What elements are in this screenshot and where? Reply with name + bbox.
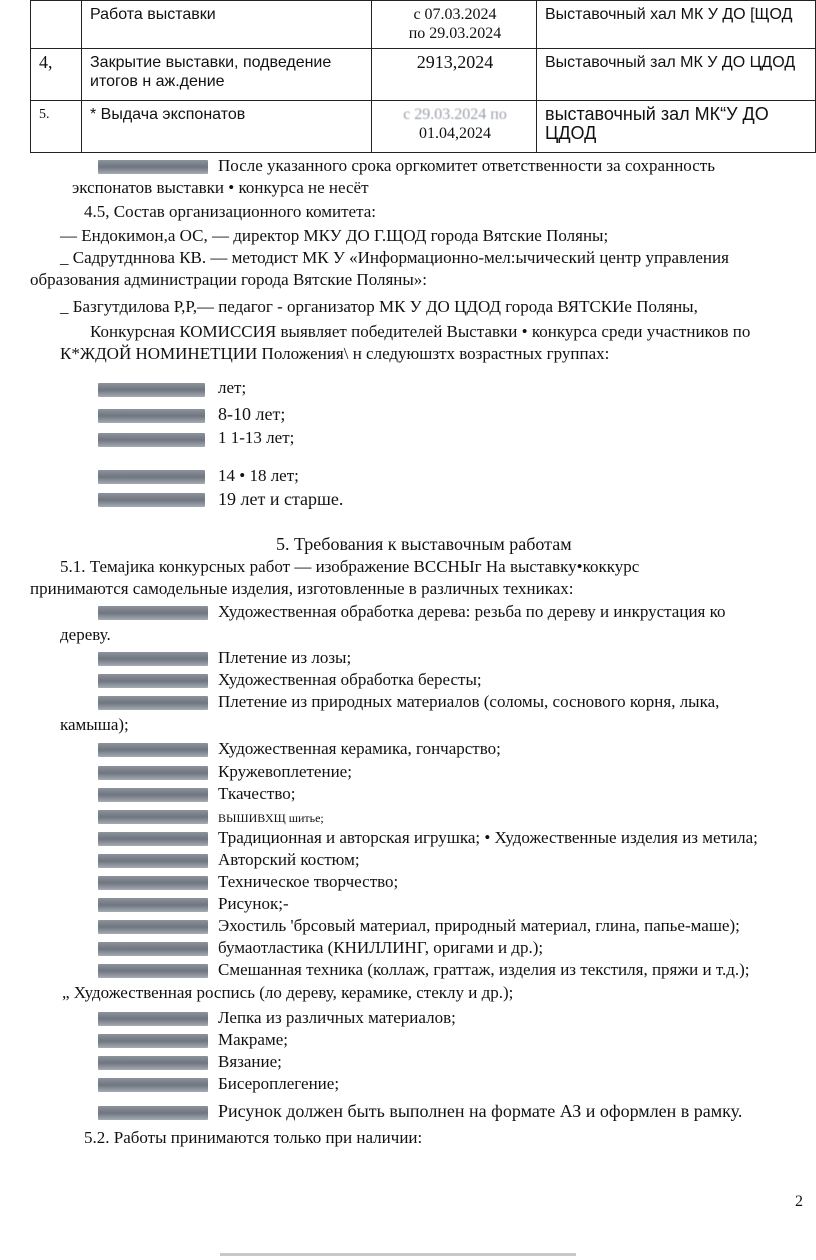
paragraph-line: образования администрации города Вятские Поляны»: xyxy=(30,270,428,289)
technique-item: Бисероплегение; xyxy=(218,1074,340,1093)
age-group: 19 лет и старше. xyxy=(218,489,344,509)
row-number xyxy=(31,1,82,49)
event-name: Закрытие выставки, подведение итогов н аж.дение xyxy=(82,49,372,101)
redacted-bar xyxy=(98,942,208,956)
event-place: Выставочный зал МК У ДО ЦДОД xyxy=(537,49,816,101)
redacted-bar xyxy=(98,854,208,868)
paragraph-line: После указанного срока оргкомитет ответственности за сохранность xyxy=(218,156,715,175)
section-title: 5. Требования к выставочным работам xyxy=(276,534,572,554)
date-start: 2913,2024 xyxy=(416,52,494,72)
technique-item: Техническое творчество; xyxy=(218,872,399,891)
technique-item: Рисунок;- xyxy=(218,894,289,913)
redacted-bar xyxy=(98,493,205,507)
technique-item: Лепка из различных материалов; xyxy=(218,1008,456,1027)
technique-item: Художественная керамика, гончарство; xyxy=(218,739,501,758)
redacted-bar xyxy=(98,1012,208,1026)
row-number: 5. xyxy=(31,101,82,153)
event-date xyxy=(372,101,537,153)
age-group: лет; xyxy=(218,378,247,397)
technique-item: Художественная обработка бересты; xyxy=(218,670,482,689)
redacted-bar xyxy=(98,160,208,174)
age-group: 14 • 18 лет; xyxy=(218,466,299,485)
committee-member: _ Садрутдннова КВ. — методист МК У «Информационно-мел:ычический центр управления xyxy=(60,248,729,267)
paragraph-line: принимаются самодельные изделия, изготовленные в различных техниках: xyxy=(30,579,574,598)
committee-member: _ Базгутдилова Р,Р,— педагог - организатор МК У ДО ЦДОД города ВЯТСКИе Поляны, xyxy=(60,297,698,316)
event-place: Выставочный хал МК У ДО [ЩОД xyxy=(537,1,816,49)
technique-item: Кружевоплетение; xyxy=(218,762,352,781)
redacted-bar xyxy=(98,788,208,802)
technique-item: „ Художественная роспись (ло дереву, керамике, стеклу и др.); xyxy=(62,983,514,1002)
redacted-bar xyxy=(98,652,208,666)
redacted-bar xyxy=(98,964,208,978)
schedule-table xyxy=(30,0,816,153)
redacted-bar xyxy=(98,1106,208,1120)
paragraph-line: 5.1. Темајика конкурсных работ — изображение ВССНЫг На выставку•коккурс xyxy=(60,557,640,576)
technique-item: Рисунок должен быть выполнен на формате АЗ и оформлен в рамку. xyxy=(218,1101,743,1121)
divider xyxy=(220,1253,576,1256)
redacted-bar xyxy=(98,766,208,780)
technique-item: Художественная обработка дерева: резьба по дереву и инкрустация ко xyxy=(218,602,726,621)
technique-item: Традиционная и авторская игрушка; • Художественные изделия из метила; xyxy=(218,828,758,847)
date-end: 01.04,2024 xyxy=(419,125,491,142)
committee-member: — Ендокимон,а ОС, — директор МКУ ДО Г.ЩОД города Вятские Поляны; xyxy=(60,226,609,245)
date-end: по 29.03.2024 xyxy=(408,25,502,42)
technique-item: бумаотластика (КНИЛЛИНГ, оригами и др.); xyxy=(218,938,544,957)
technique-item: дереву. xyxy=(60,625,111,644)
event-name: * Выдача экспонатов xyxy=(82,101,372,153)
table-row xyxy=(31,49,816,101)
date-start: с 07.03.2024 xyxy=(413,6,497,23)
event-place: выставочный зал МК“У ДО ЦДОД xyxy=(537,101,816,153)
paragraph-line: 4.5, Состав организационного комитета: xyxy=(84,202,376,221)
redacted-bar xyxy=(98,920,208,934)
redacted-bar xyxy=(98,606,208,620)
technique-item: Смешанная техника (коллаж, граттаж, изделия из текстиля, пряжи и т.д.); xyxy=(218,960,750,979)
redacted-bar xyxy=(98,383,205,397)
technique-item: Эхостиль 'брсовый материал, природный материал, глина, папье-маше); xyxy=(218,916,740,935)
age-group: 1 1-13 лет; xyxy=(218,428,295,447)
redacted-bar xyxy=(98,1034,208,1048)
redacted-bar xyxy=(98,898,208,912)
redacted-bar xyxy=(98,409,205,423)
technique-item: Ткачество; xyxy=(218,784,296,803)
row-number: 4, xyxy=(31,49,82,101)
page-number: 2 xyxy=(795,1193,803,1210)
redacted-bar xyxy=(98,832,208,846)
technique-item: Вязание; xyxy=(218,1052,282,1071)
technique-item: Плетение из лозы; xyxy=(218,648,352,667)
table-row xyxy=(31,101,816,153)
redacted-bar xyxy=(98,743,208,757)
redacted-bar xyxy=(98,1056,208,1070)
redacted-bar xyxy=(98,674,208,688)
redacted-bar xyxy=(98,1078,208,1092)
paragraph-line: 5.2. Работы принимаются только при наличии: xyxy=(84,1128,423,1147)
event-name: Работа выставки xyxy=(82,1,372,49)
technique-item: камыша); xyxy=(60,715,129,734)
paragraph-line: К*ЖДОЙ НОМИНЕТЦИИ Положения\ н следуюшзтх возрастных группах: xyxy=(60,344,610,363)
redacted-bar xyxy=(98,696,208,710)
redacted-bar xyxy=(98,433,205,447)
redacted-bar xyxy=(98,876,208,890)
paragraph-line: Конкурсная КОМИССИЯ выявляет победителей Выставки • конкурса среди участников по xyxy=(90,322,751,341)
technique-item: Авторский костюм; xyxy=(218,850,360,869)
event-date xyxy=(372,1,537,49)
technique-item: Макраме; xyxy=(218,1030,288,1049)
technique-item: ВЫШИВХЩ шитье; xyxy=(218,811,324,825)
age-group: 8-10 лет; xyxy=(218,404,286,424)
redacted-bar xyxy=(98,810,208,824)
table-row xyxy=(31,1,816,49)
technique-item: Плетение из природных материалов (соломы, соснового корня, лыка, xyxy=(218,692,720,711)
paragraph-line: экспонатов выставки • конкурса не несёт xyxy=(72,178,369,197)
event-date xyxy=(372,49,537,101)
date-start: с 29.03.2024 по xyxy=(403,106,507,123)
redacted-bar xyxy=(98,470,205,484)
